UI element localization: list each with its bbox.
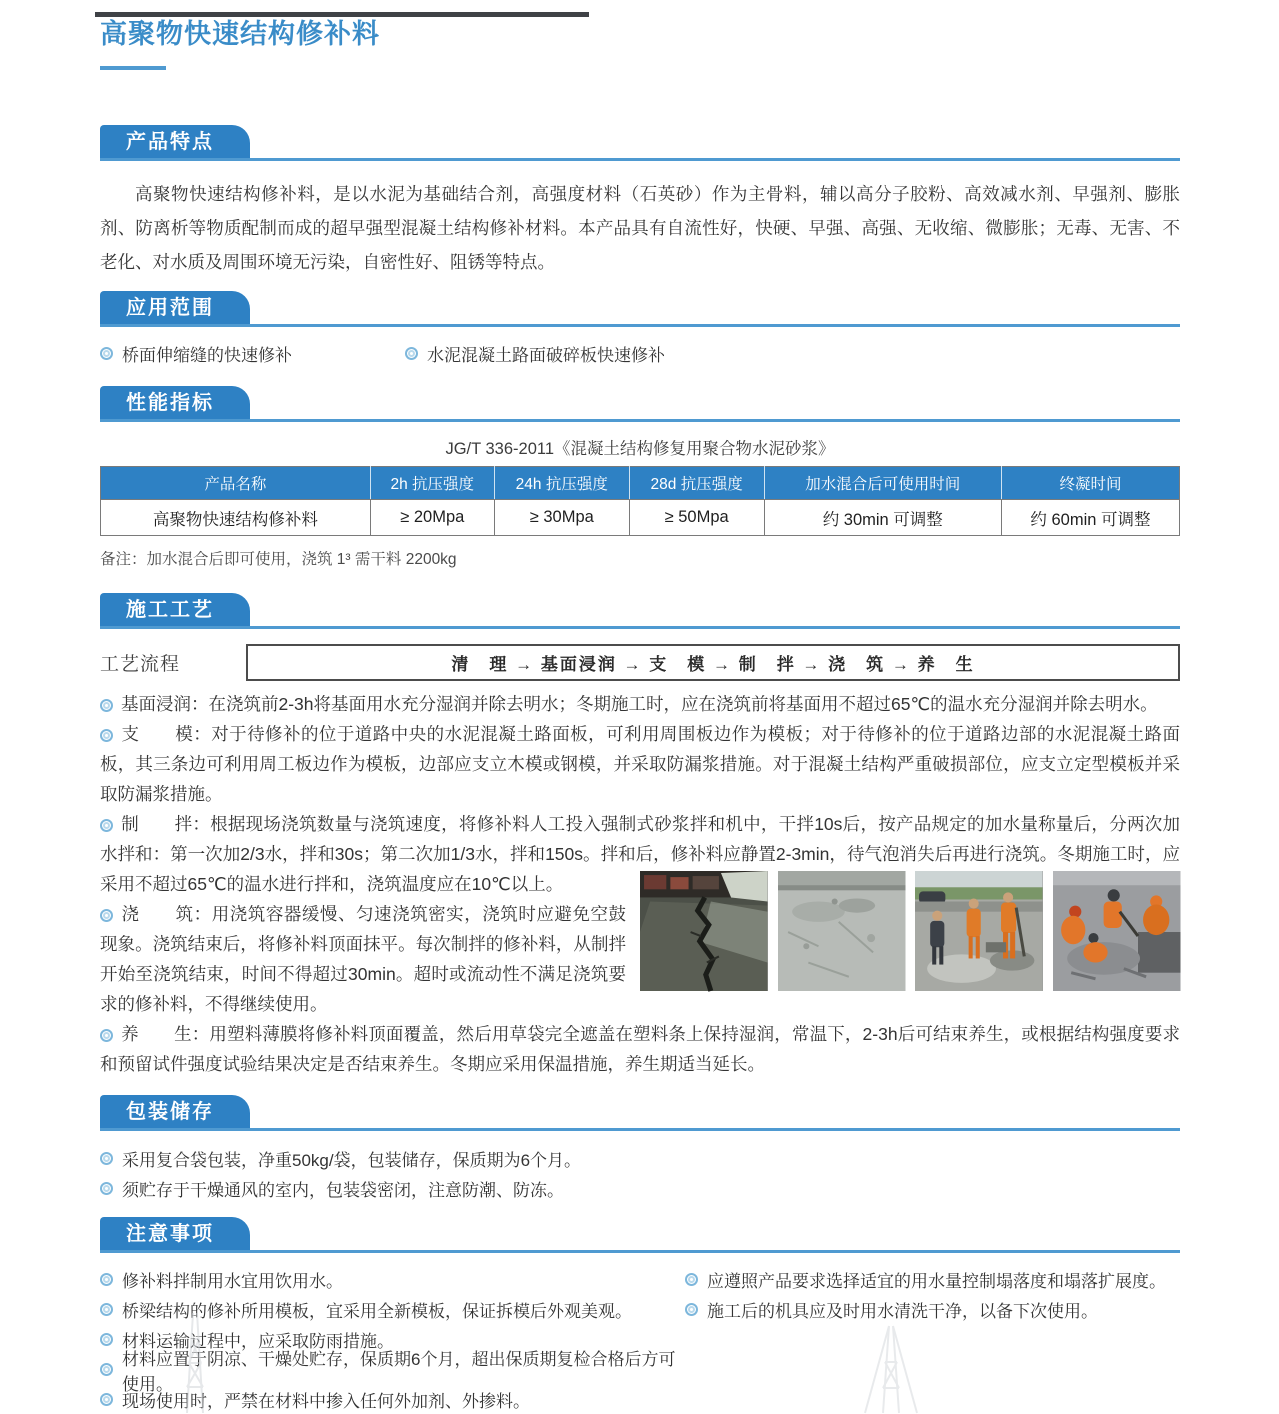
application-item — [405, 341, 665, 366]
section-tab-notes: 注意事项 — [100, 1217, 250, 1250]
ring-bullet-icon — [100, 1303, 113, 1316]
ring-bullet-icon — [100, 819, 113, 832]
pavement-patching-photo — [1053, 871, 1181, 991]
table-header-row — [101, 467, 1180, 500]
section-tab-performance: 性能指标 — [100, 386, 250, 419]
construction-photos — [640, 871, 1180, 991]
application-items-row — [100, 341, 1180, 366]
table-header-cell: 终凝时间 — [1001, 467, 1179, 500]
section-header-packaging — [100, 1095, 1180, 1131]
ring-bullet-icon — [685, 1303, 698, 1316]
notes-item-label: 现场使用时，严禁在材料中掺入任何外加剂、外掺料。 — [122, 1392, 530, 1411]
section-tab-packaging: 包装储存 — [100, 1095, 250, 1128]
watermark-tower-sketch — [855, 1322, 925, 1413]
table-row — [101, 500, 1180, 536]
notes-item-label: 材料应置于阴凉、干燥处贮存，保质期6个月，超出保质期复检合格后方可使用。 — [122, 1349, 676, 1394]
table-header-cell: 2h 抗压强度 — [370, 467, 494, 500]
table-header-cell: 28d 抗压强度 — [629, 467, 764, 500]
ring-bullet-icon — [405, 347, 418, 360]
title-underline — [100, 66, 166, 70]
section-header-construction — [100, 593, 1180, 629]
construction-steps — [100, 689, 1180, 1079]
standard-reference: JG/T 336-2011《混凝土结构修复用聚合物水泥砂浆》 — [445, 440, 835, 458]
ring-bullet-icon — [100, 1333, 113, 1346]
performance-table — [100, 466, 1180, 536]
table-cell: ≥ 50Mpa — [629, 500, 764, 536]
section-tab-construction: 施工工艺 — [100, 593, 250, 626]
table-cell: ≥ 20Mpa — [370, 500, 494, 536]
construction-step — [100, 1019, 1180, 1079]
table-header-cell: 加水混合后可使用时间 — [764, 467, 1001, 500]
page-title: 高聚物快速结构修补料 — [100, 19, 380, 49]
features-paragraph: 高聚物快速结构修补料，是以水泥为基础结合剂，高强度材料（石英砂）作为主骨料，辅以高分子胶粉、高效减水剂、早强剂、膨胀剂、防离析等物质配制而成的超早强型混凝土结构修补材料。本产品具有自流性好，快硬、早强、高强、无收缩、微膨胀；无毒、无害、不老化、对水质及周围环境无污染，自密性好、阻锈等特点。 — [100, 184, 1180, 272]
ring-bullet-icon — [100, 699, 113, 712]
packaging-item — [100, 1143, 1180, 1173]
process-flow-box: 清 理 → 基面浸润 → 支 模 → 制 拌 → 浇 筑 → 养 生 — [246, 644, 1180, 681]
notes-grid — [100, 1265, 1180, 1414]
ring-bullet-icon — [100, 1029, 113, 1042]
section-tab-application: 应用范围 — [100, 291, 250, 324]
table-cell: 约 30min 可调整 — [764, 500, 1001, 536]
notes-item-label: 施工后的机具应及时用水清洗干净，以备下次使用。 — [707, 1302, 1098, 1321]
table-footnote: 备注：加水混合后即可使用，浇筑 1³ 需干料 2200kg — [100, 551, 457, 568]
packaging-list — [100, 1143, 1180, 1203]
step-text: 养 生：用塑料薄膜将修补料顶面覆盖，然后用草袋完全遮盖在塑料条上保持湿润，常温下，2-3h后可结束养生，或根据结构强度要求和预留试件强度试验结果决定是否结束养生。冬期应采用保温措施，养生期适当延长。 — [100, 1024, 1180, 1074]
watermark-tower-sketch — [165, 1307, 225, 1413]
construction-step — [100, 689, 1180, 719]
application-item — [100, 341, 405, 366]
application-item-label: 桥面伸缩缝的快速修补 — [122, 346, 292, 365]
section-tab-features: 产品特点 — [100, 125, 250, 158]
cracked-pavement-photo — [640, 871, 768, 991]
ring-bullet-icon — [685, 1273, 698, 1286]
ring-bullet-icon — [100, 729, 113, 742]
table-cell: ≥ 30Mpa — [494, 500, 629, 536]
notes-item — [685, 1295, 1180, 1324]
document-page — [0, 12, 1279, 1413]
ring-bullet-icon — [100, 909, 113, 922]
section-header-features — [100, 125, 1180, 161]
notes-item — [685, 1265, 1180, 1294]
step-text: 浇 筑：用浇筑容器缓慢、匀速浇筑密实，浇筑时应避免空鼓现象。浇筑结束后，将修补料顶面抹平。每次制拌的修补料，从制拌开始至浇筑结束，时间不得超过30min。超时或流动性不满足浇筑要求的修补料，不得继续使用。 — [100, 904, 626, 1014]
packaging-item-label: 须贮存于干燥通风的室内，包装袋密闭，注意防潮、防冻。 — [122, 1180, 564, 1200]
road-repair-crew-photo — [915, 871, 1043, 991]
broken-concrete-slab-photo — [778, 871, 906, 991]
ring-bullet-icon — [100, 1393, 113, 1406]
notes-item-label: 桥梁结构的修补所用模板，宜采用全新模板，保证拆模后外观美观。 — [122, 1302, 632, 1321]
table-header-cell: 产品名称 — [101, 467, 371, 500]
application-item-label: 水泥混凝土路面破碎板快速修补 — [427, 346, 665, 365]
table-header-cell: 24h 抗压强度 — [494, 467, 629, 500]
table-cell: 高聚物快速结构修补料 — [101, 500, 371, 536]
construction-step — [100, 719, 1180, 809]
step-text: 制 拌：根据现场浇筑数量与浇筑速度，将修补料人工投入强制式砂浆拌和机中，干拌10s后，按产品规定的加水量称量后，分两次加水拌和：第一次加2/3水，拌和30s；第二次加1/3水，拌和150s。拌和后，修补料应静置2-3min，待气泡消失后再进行浇筑。冬期施工时，应采用不超过65℃的温水进行拌和，浇筑温度应在10℃以上。 — [100, 814, 1180, 894]
ring-bullet-icon — [100, 1273, 113, 1286]
section-header-notes — [100, 1217, 1180, 1253]
packaging-item-label: 采用复合袋包装，净重50kg/袋，包装储存，保质期为6个月。 — [122, 1150, 582, 1170]
notes-item-label: 修补料拌制用水宜用饮用水。 — [122, 1272, 343, 1291]
process-flow-row — [100, 644, 1180, 681]
packaging-item — [100, 1173, 1180, 1203]
ring-bullet-icon — [100, 1152, 113, 1165]
table-cell: 约 60min 可调整 — [1001, 500, 1179, 536]
ring-bullet-icon — [100, 347, 113, 360]
section-header-application — [100, 291, 1180, 327]
ring-bullet-icon — [100, 1182, 113, 1195]
ring-bullet-icon — [100, 1363, 113, 1376]
step-text: 基面浸润：在浇筑前2-3h将基面用水充分湿润并除去明水；冬期施工时，应在浇筑前将基面用不超过65℃的温水充分湿润并除去明水。 — [121, 694, 1158, 714]
notes-item-label: 材料运输过程中，应采取防雨措施。 — [122, 1332, 394, 1351]
process-flow-label: 工艺流程 — [100, 654, 181, 675]
step-text: 支 模：对于待修补的位于道路中央的水泥混凝土路面板，可利用周围板边作为模板；对于待修补的位于道路边部的水泥混凝土路面板，其三条边可利用周工板边作为模板，边部应支立木模或钢模，并采取防漏浆措施。对于混凝土结构严重破损部位，应支立定型模板并采取防漏浆措施。 — [100, 724, 1180, 804]
notes-item — [100, 1265, 685, 1294]
section-header-performance — [100, 386, 1180, 422]
notes-item-label: 应遵照产品要求选择适宜的用水量控制塌落度和塌落扩展度。 — [707, 1272, 1166, 1291]
